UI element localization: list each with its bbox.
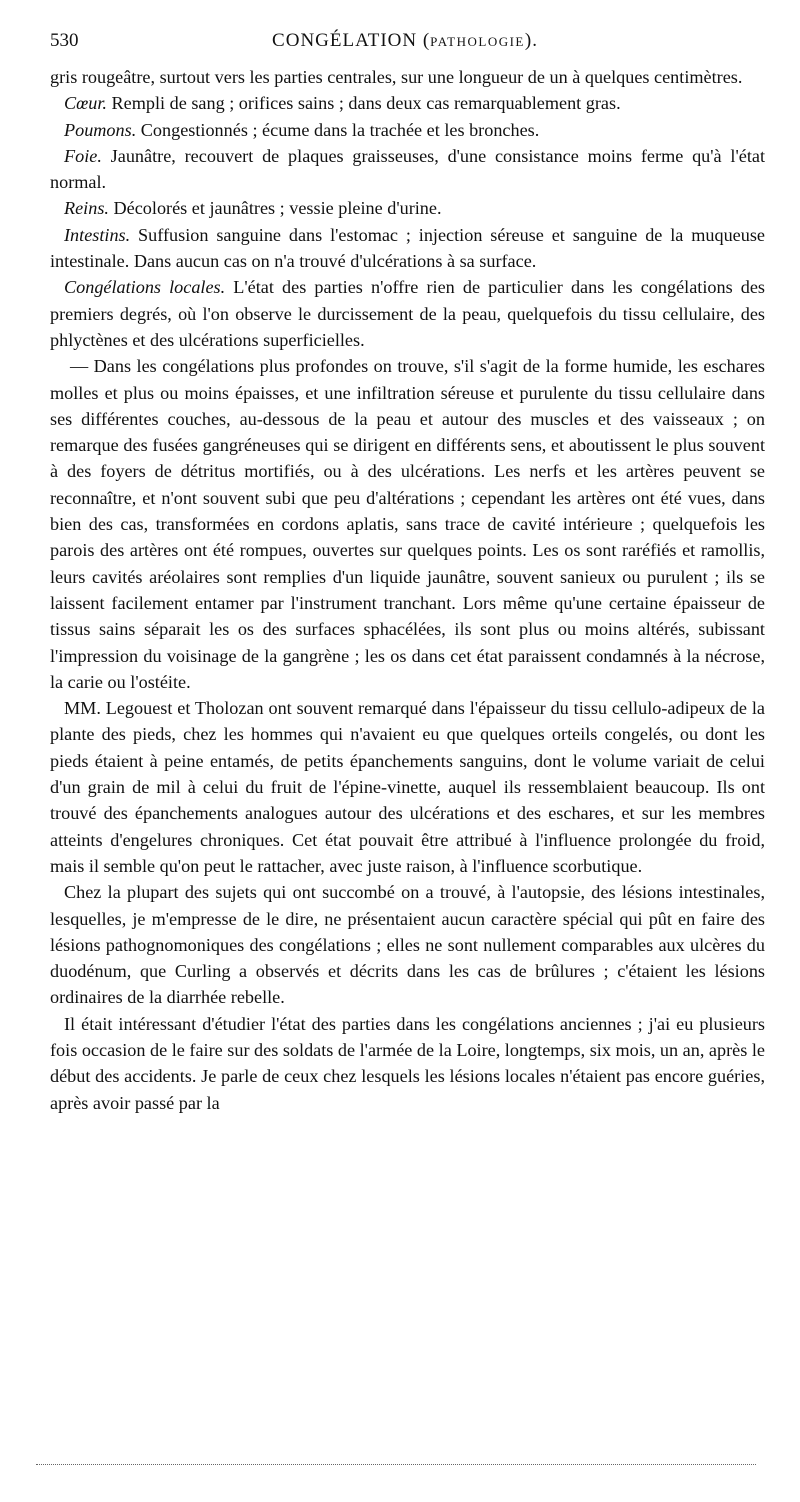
title-paren-close: ). xyxy=(524,30,538,51)
text-intestins: Suffusion sanguine dans l'estomac ; injection séreuse et sanguine de la muqueuse intestinale. Dans aucun cas on n'a trouvé d'ulcérations à sa surface. xyxy=(50,224,765,272)
label-foie: Foie. xyxy=(64,145,102,166)
text-coeur: Rempli de sang ; orifices sains ; dans deux cas remarquablement gras. xyxy=(106,93,621,114)
label-intestins: Intestins. xyxy=(64,224,131,245)
text-reins: Décolorés et jaunâtres ; vessie pleine d'urine. xyxy=(108,198,442,219)
paragraph-congelations-locales xyxy=(50,274,765,353)
paragraph-poumons xyxy=(50,117,765,143)
footer-dotted-rule xyxy=(36,1464,756,1465)
text-poumons: Congestionnés ; écume dans la trachée et les bronches. xyxy=(136,119,540,140)
title-sub: PATHOLOGIE xyxy=(430,34,525,49)
text-foie: Jaunâtre, recouvert de plaques graisseuses, d'une consistance moins ferme qu'à l'état normal. xyxy=(50,145,765,193)
paragraph-foie xyxy=(50,143,765,196)
paragraph-congelations-anciennes: Il était intéressant d'étudier l'état des parties dans les congélations anciennes ; j'ai eu plusieurs fois occasion de le faire sur des soldats de l'armée de la Loire, longtemps, six mois, un an, après le début des accidents. Je parle de ceux chez lesquels les lésions locales n'étaient pas encore guéries, après avoir passé par la xyxy=(50,1013,765,1113)
paragraph-coeur xyxy=(50,90,765,116)
running-title xyxy=(50,30,760,52)
running-header xyxy=(50,30,760,60)
paragraph-congelations-profondes: — Dans les congélations plus profondes on trouve, s'il s'agit de la forme humide, les eschares molles et plus ou moins épaisses, et une infiltration séreuse et purulente du tissu cellulaire dans ses différentes couches, au-dessous de la peau et autour des muscles et des vaisseaux ; on remarque des fusées gangréneuses qui se dirigent en différents sens, et aboutissent le plus souvent à des foyers de détritus mortifiés, ou à des ulcérations. Les nerfs et les artères peuvent se reconnaître, et n'ont souvent subi que peu d'altérations ; cependant les artères ont été vues, dans bien des cas, transformées en cordons aplatis, sans trace de cavité intérieure ; quelquefois les parois des artères ont été rompues, ouvertes sur quelques points. Les os sont raréfiés et ramollis, leurs cavités aréolaires sont remplies d'un liquide jaunâtre, souvent sanieux ou purulent ; ils se laissent facilement entamer par l'instrument tranchant. Lors même qu'une certaine épaisseur de tissus sains séparait les os des surfaces sphacélées, ils sont plus ou moins altérés, subissant l'impression du voisinage de la gangrène ; les os dans cet état paraissent condamnés à la nécrose, la carie ou l'ostéite. xyxy=(50,356,765,692)
title-paren-open: ( xyxy=(422,30,431,51)
text-congelations-locales: L'état des parties n'offre rien de particulier dans les congélations des premiers degrés, où l'on observe le durcissement de la peau, quelquefois du tissu cellulaire, des phlyctènes et des ulcérations superficielles. xyxy=(50,277,765,350)
paragraph-autopsie: Chez la plupart des sujets qui ont succombé on a trouvé, à l'autopsie, des lésions intestinales, lesquelles, je m'empresse de le dire, ne présentaient aucun caractère spécial qui pût en faire des lésions pathognomoniques des congélations ; elles ne sont nullement comparables aux ulcères du duodénum, que Curling a observés et décrits dans les cas de brûlures ; c'étaient les lésions ordinaires de la diarrhée rebelle. xyxy=(50,882,765,1008)
paragraph-reins xyxy=(50,195,765,221)
page-number: 530 xyxy=(50,30,79,51)
title-main: CONGÉLATION xyxy=(272,30,418,51)
paragraph-legouest-tholozan: MM. Legouest et Tholozan ont souvent remarqué dans l'épaisseur du tissu cellulo-adipeux de la plante des pieds, chez les hommes qui n'avaient eu que quelques orteils congelés, ou dont les pieds étaient à peine entamés, de petits épanchements sanguins, dont le volume variait de celui d'un grain de mil à celui du fruit de l'épine-vinette, auquel ils ressemblaient beaucoup. Ils ont trouvé des épanchements analogues autour des ulcérations et des eschares, et sur les membres atteints d'engelures chroniques. Cet état pouvait être attribué à l'influence prolongée du froid, mais il semble qu'on peut le rattacher, avec juste raison, à l'influence scorbutique. xyxy=(50,698,765,876)
label-reins: Reins. xyxy=(64,198,109,219)
page-body xyxy=(50,64,765,1116)
paragraph-intestins xyxy=(50,222,765,275)
paragraph-continuation: gris rougeâtre, surtout vers les parties centrales, sur une longueur de un à quelques centimètres. xyxy=(50,67,743,87)
label-coeur: Cœur. xyxy=(64,93,107,114)
label-poumons: Poumons. xyxy=(64,119,137,140)
label-congelations-locales: Congélations locales. xyxy=(64,277,226,298)
